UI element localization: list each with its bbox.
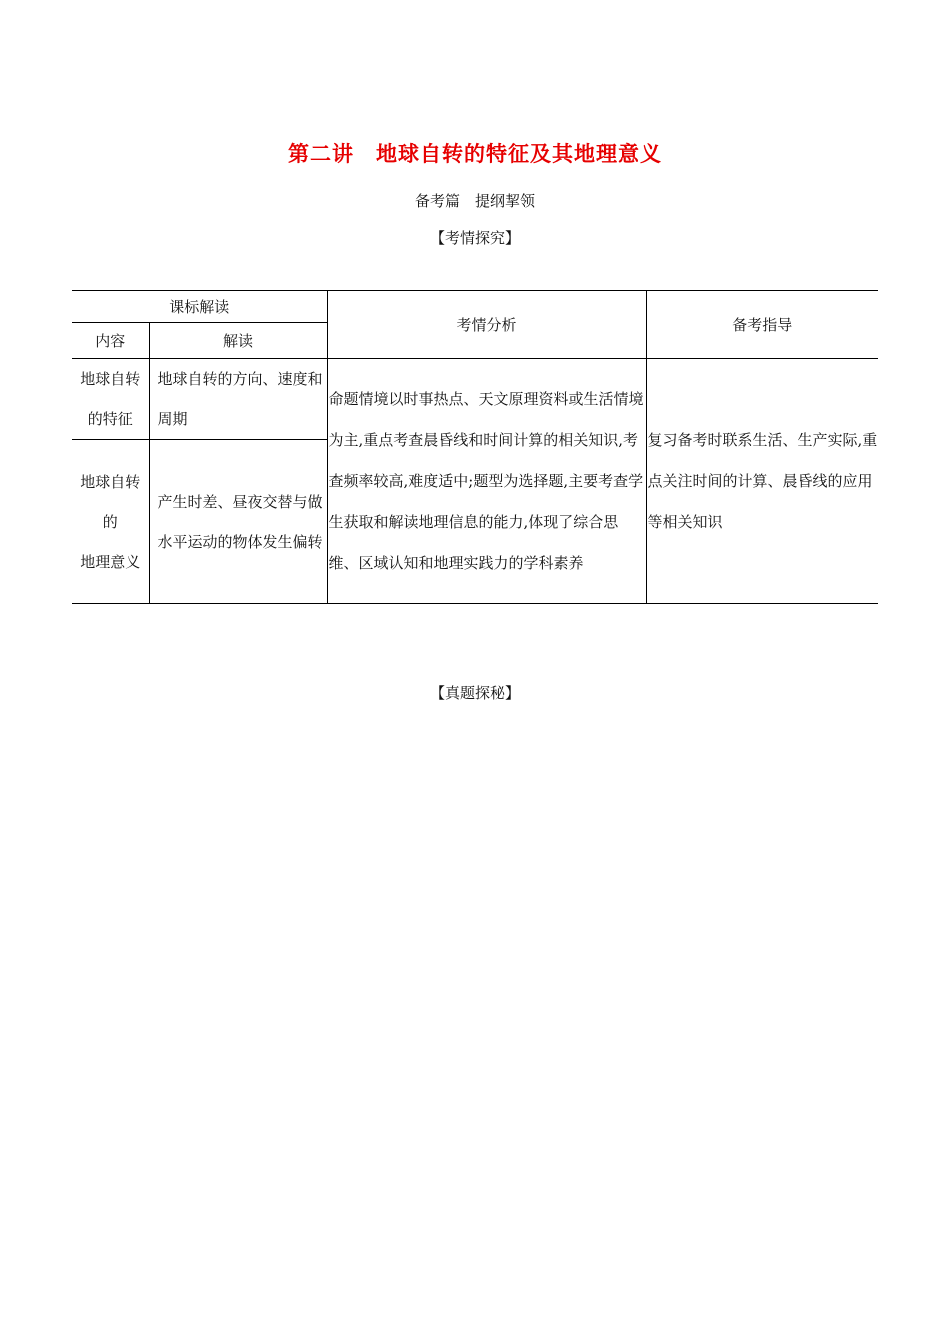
table-header-row: [72, 291, 878, 323]
header-curriculum: 课标解读: [72, 291, 327, 323]
header-analysis: 考情分析: [327, 291, 646, 359]
exam-analysis-table: [72, 290, 878, 604]
header-interpretation: 解读: [149, 323, 327, 359]
table-row: [72, 359, 878, 440]
interpretation-cell: 地球自转的方向、速度和周期: [149, 359, 327, 440]
header-guidance: 备考指导: [646, 291, 878, 359]
guidance-cell: 复习备考时联系生活、生产实际,重点关注时间的计算、晨昏线的应用等相关知识: [646, 359, 878, 604]
interpretation-cell: 产生时差、昼夜交替与做水平运动的物体发生偏转: [149, 440, 327, 604]
document-title: 第二讲 地球自转的特征及其地理意义: [288, 141, 662, 166]
content-cell: 地球自转的特征: [72, 359, 149, 440]
content-line: 地理意义: [80, 552, 141, 571]
header-content: 内容: [72, 323, 149, 359]
document-subtitle: 备考篇 提纲挈领: [414, 192, 535, 210]
section-heading-real-exam: 【真题探秘】: [429, 684, 520, 702]
analysis-cell: 命题情境以时事热点、天文原理资料或生活情境为主,重点考查晨昏线和时间计算的相关知识,考查频率较高,难度适中;题型为选择题,主要考查学生获取和解读地理信息的能力,体现了综合思维、区域认知和地理实践力的学科素养: [327, 359, 646, 604]
content-line: 的: [102, 512, 118, 531]
section-heading-exam-analysis: 【考情探究】: [429, 229, 520, 247]
content-line: 地球自转: [80, 472, 141, 491]
content-cell: [72, 440, 149, 604]
